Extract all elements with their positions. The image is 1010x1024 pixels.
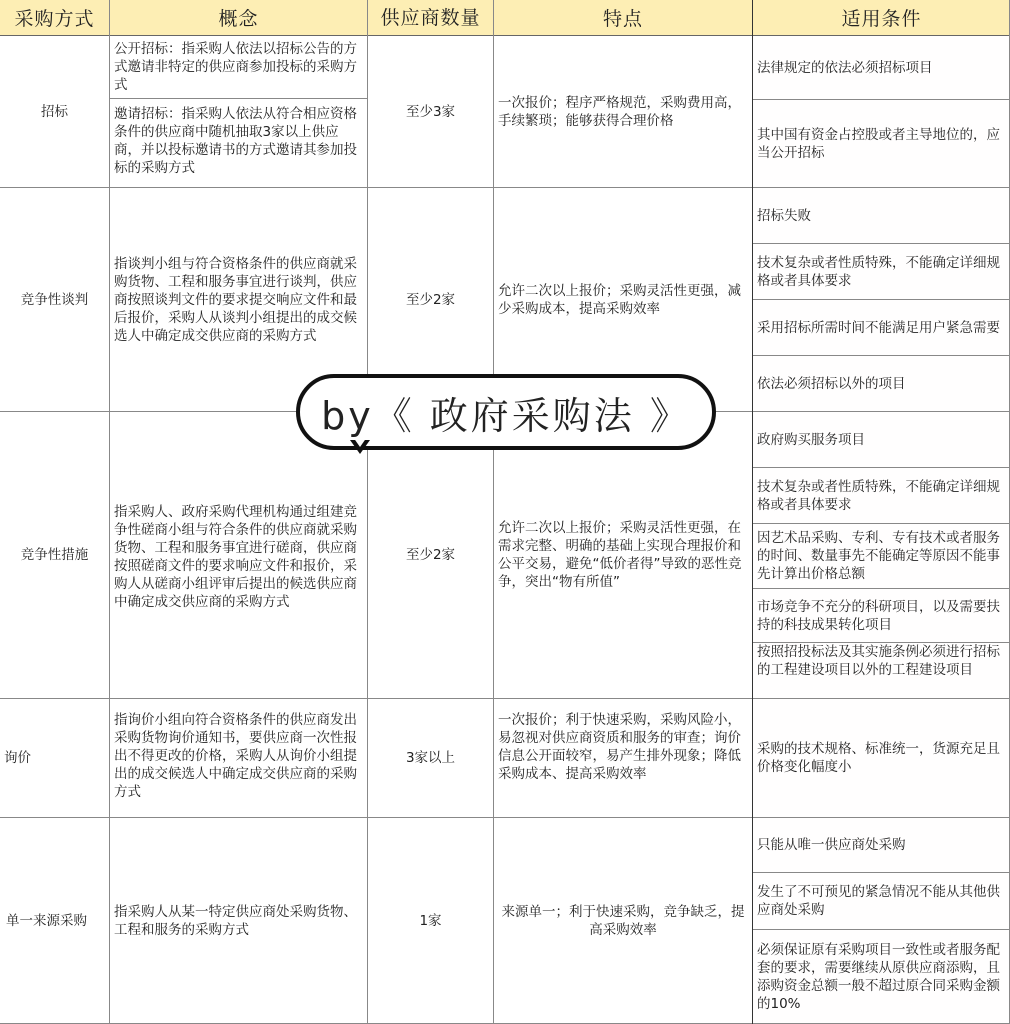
features-cell: 允许二次以上报价；采购灵活性更强，在需求完整、明确的基础上实现合理报价和公平交易，避免“低价者得”导致的恶性竞争，突出“物有所值”: [498, 520, 742, 590]
concept-cell: 公开招标：指采购人依法以招标公告的方式邀请非特定的供应商参加投标的采购方式: [114, 41, 357, 93]
grid-line: [753, 355, 1010, 356]
condition-cell: 采用招标所需时间不能满足用户紧急需要: [757, 319, 1000, 336]
condition-cell: 招标失败: [757, 207, 811, 224]
condition-cell: 市场竞争不充分的科研项目，以及需要扶持的科技成果转化项目: [757, 598, 1000, 633]
grid-line: [109, 0, 110, 1024]
concept-cell: 指采购人从某一特定供应商处采购货物、工程和服务的采购方式: [114, 904, 357, 938]
grid-line: [753, 467, 1010, 468]
method-cell: 单一来源采购: [6, 913, 87, 929]
condition-cell: 其中国有资金占控股或者主导地位的，应当公开招标: [757, 126, 1000, 161]
features-cell: 一次报价；程序严格规范，采购费用高，手续繁琐；能够获得合理价格: [498, 94, 741, 129]
supplier-count-cell: 至少2家: [405, 547, 456, 563]
grid-line: [0, 35, 1010, 36]
grid-line: [753, 588, 1010, 589]
condition-cell: 技术复杂或者性质特殊，不能确定详细规格或者具体要求: [757, 478, 1000, 513]
concept-cell: 指采购人、政府采购代理机构通过组建竞争性磋商小组与符合条件的供应商就采购货物、工程和服务事宜进行磋商，供应商按照磋商文件的要求响应文件和报价，采购人从磋商小组评审后提出的候选供应商中确定成交供应商的采购方式: [114, 504, 357, 610]
grid-line: [0, 187, 1010, 188]
supplier-count-cell: 1家: [419, 913, 442, 929]
condition-cell: 法律规定的依法必须招标项目: [757, 59, 933, 76]
concept-cell: 指谈判小组与符合资格条件的供应商就采购货物、工程和服务事宜进行谈判，供应商按照谈判文件的要求提交响应文件和最后报价，采购人从谈判小组提出的成交候选人中确定成交供应商的采购方式: [114, 255, 357, 344]
supplier-count-cell: 至少3家: [405, 103, 456, 120]
grid-line: [753, 929, 1010, 930]
condition-cell: 只能从唯一供应商处采购: [757, 837, 906, 853]
grid-line: [753, 99, 1010, 100]
concept-cell: 邀请招标：指采购人依法从符合相应资格条件的供应商中随机抽取3家以上供应商，并以投标邀请书的方式邀请其参加投标的采购方式: [114, 106, 357, 176]
supplier-count-cell: 至少2家: [405, 291, 456, 308]
grid-line: [753, 642, 1010, 643]
method-cell: 询价: [4, 750, 31, 766]
condition-cell: 因艺术品采购、专利、专有技术或者服务的时间、数量事先不能确定等原因不能事先计算出价格总额: [757, 530, 1000, 582]
condition-cell: 采购的技术规格、标准统一，货源充足且价格变化幅度小: [757, 741, 1000, 775]
method-cell: 竞争性措施: [20, 547, 89, 563]
supplier-count-cell: 3家以上: [405, 750, 456, 766]
method-cell: 竞争性谈判: [20, 291, 89, 308]
grid-line: [110, 98, 367, 99]
condition-cell: 技术复杂或者性质特殊，不能确定详细规格或者具体要求: [757, 254, 1000, 289]
features-cell: 允许二次以上报价；采购灵活性更强，减少采购成本，提高采购效率: [498, 282, 741, 317]
header-conditions: 适用条件: [753, 0, 1010, 35]
condition-cell: 发生了不可预见的紧急情况不能从其他供应商处采购: [757, 884, 1000, 918]
header-concept: 概念: [110, 0, 367, 35]
grid-line: [493, 0, 494, 1024]
watermark-text: by《 政府采购法 》: [321, 393, 691, 438]
header-supplier-count: 供应商数量: [368, 0, 493, 35]
grid-line: [367, 0, 368, 1024]
header-method: 采购方式: [0, 0, 109, 35]
condition-cell: 依法必须招标以外的项目: [757, 375, 906, 392]
concept-cell: 指询价小组向符合资格条件的供应商发出采购货物询价通知书，要供应商一次性报出不得更改的价格，采购人从询价小组提出的成交候选人中确定成交供应商的采购方式: [114, 712, 357, 800]
header-features: 特点: [494, 0, 752, 35]
grid-line: [753, 523, 1010, 524]
method-cell: 招标: [41, 103, 68, 120]
condition-cell: 按照招投标法及其实施条例必须进行招标的工程建设项目以外的工程建设项目: [757, 644, 1000, 678]
grid-line: [752, 0, 753, 1024]
grid-line: [753, 872, 1010, 873]
grid-line: [0, 817, 1010, 818]
grid-line: [753, 243, 1010, 244]
watermark-bubble-tail-inner: [353, 437, 367, 447]
features-cell: 一次报价；利于快速采购，采购风险小，易忽视对供应商资质和服务的审查；询价信息公开面较窄，易产生排外现象；降低采购成本、提高采购效率: [498, 712, 741, 782]
condition-cell: 必须保证原有采购项目一致性或者服务配套的要求，需要继续从原供应商添购，且添购资金总额一般不超过原合同采购金额的10%: [757, 942, 1000, 1012]
grid-line: [0, 698, 1010, 699]
features-cell: 来源单一；利于快速采购，竞争缺乏，提高采购效率: [501, 904, 745, 938]
grid-line: [753, 299, 1010, 300]
condition-cell: 政府购买服务项目: [757, 431, 865, 448]
